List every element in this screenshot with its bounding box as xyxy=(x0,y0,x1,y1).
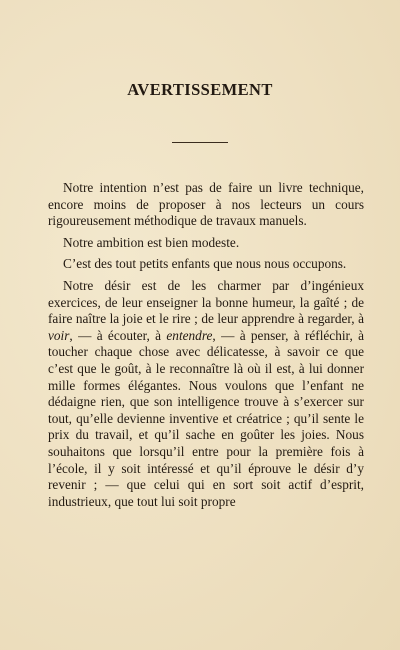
italic-word-voir: voir xyxy=(48,327,70,343)
paragraph-text: Notre désir est de les charmer par d’ingénieux exercices, de leur enseigner la bonne humeur, la gaîté ; de faire naître la joie et le rire ; de leur apprendre à regarder, à xyxy=(48,277,364,327)
paragraph-desire xyxy=(48,278,364,510)
paragraph-children xyxy=(48,256,364,273)
page-heading: AVERTISSEMENT xyxy=(127,80,273,99)
paragraph-text: C’est des tout petits enfants que nous nous occupons. xyxy=(63,256,347,272)
paragraph-text: , — à écouter, à xyxy=(69,327,167,343)
heading-divider xyxy=(172,142,228,143)
paragraph-ambition xyxy=(48,235,364,252)
paragraph-intention xyxy=(48,180,364,230)
italic-word-entendre: entendre xyxy=(166,327,213,343)
body-text xyxy=(48,180,364,515)
paragraph-text: , — à penser, à réfléchir, à toucher chaque chose avec délicatesse, à savoir ce que c’est que le goût, à le reconnaître là où il est, à lui donner mille formes élégantes. Nous voulons que l’enfant ne dédaigne rien, que son intelligence trouve à s’exercer sur tout, qu’elle devienne inventive et créatrice ; qu’il sente le prix du travail, et qu’il sache en goûter les joies. Nous souhaitons que lorsqu’il entre pour la première fois à l’école, il y soit intéressé et qu’il éprouve le désir d’y revenir ; — que celui qui en sort soit actif d’esprit, industrieux, que tout lui soit propre xyxy=(48,327,364,509)
paragraph-text: Notre intention n’est pas de faire un livre technique, encore moins de proposer à nos lecteurs un cours rigoureusement méthodique de travaux manuels. xyxy=(48,180,364,229)
paragraph-text: Notre ambition est bien modeste. xyxy=(63,234,240,250)
